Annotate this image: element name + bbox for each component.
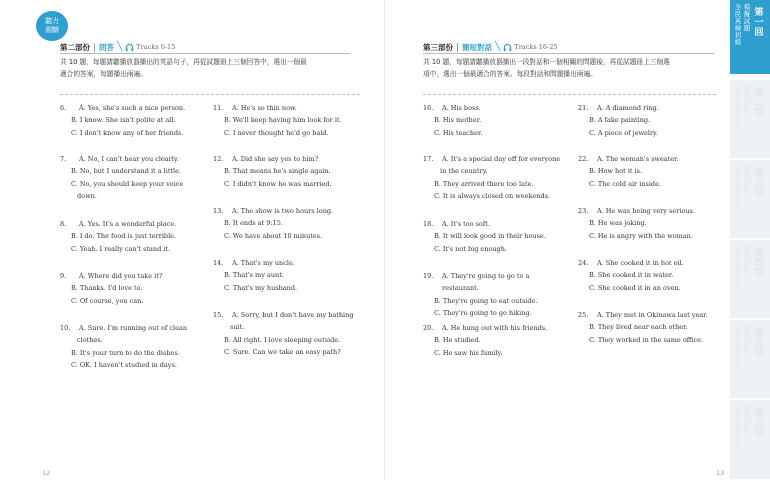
question-item (578, 257, 723, 294)
option-letter: B. (589, 323, 596, 332)
option-text: suit. (230, 323, 245, 332)
option-text: It ends at 9:15. (232, 219, 283, 228)
question-first-option (423, 102, 568, 114)
option-continuation (60, 190, 205, 202)
answer-option (60, 359, 205, 371)
question-item (423, 218, 568, 255)
question-item (60, 102, 205, 139)
headphones-icon (125, 43, 134, 52)
side-tab-round: 第三回 (754, 168, 764, 198)
option-text: They met in Okinawa last year. (605, 311, 708, 319)
option-text: That's my husband. (232, 283, 298, 292)
dashed-divider (423, 94, 716, 95)
option-letter: C. (434, 348, 441, 357)
option-text: clothes. (77, 336, 103, 345)
answer-option (423, 347, 568, 359)
side-tab[interactable] (730, 160, 770, 239)
option-text: It's not big enough. (442, 244, 507, 253)
option-text: in the country. (440, 167, 488, 176)
option-letter: A. (79, 155, 86, 163)
option-letter: C. (589, 231, 596, 240)
question-item (213, 102, 358, 139)
option-letter: A. (442, 220, 449, 228)
option-letter: C. (434, 309, 441, 318)
option-text: The cold air inside. (597, 179, 661, 188)
answer-option (423, 295, 568, 307)
answer-option (423, 127, 568, 139)
option-text: down. (77, 192, 97, 201)
option-letter: A. (79, 104, 86, 112)
question-first-option (213, 102, 358, 114)
question-item (423, 322, 568, 359)
answer-option (60, 178, 205, 190)
header-rule (423, 53, 715, 54)
question-number: 12. (213, 155, 224, 163)
question-number: 10. (60, 324, 71, 332)
question-item (578, 102, 723, 139)
answer-option (423, 334, 568, 346)
question-item (213, 153, 358, 190)
option-letter: B. (589, 116, 596, 125)
option-letter: B. (434, 336, 441, 345)
option-text: No, I can't hear you clearly. (87, 155, 179, 163)
tracks-label: Tracks 6-15 (136, 43, 176, 51)
question-item (60, 153, 205, 203)
option-text: A diamond ring. (605, 104, 659, 112)
side-tab-line1: 全民英檢初級 (734, 3, 742, 46)
question-item (578, 205, 723, 242)
option-letter: A. (597, 104, 604, 112)
answer-option (423, 190, 568, 202)
option-letter: B. (224, 219, 231, 228)
question-first-option (423, 153, 568, 165)
option-letter: C. (434, 192, 441, 201)
question-first-option (578, 205, 723, 217)
answer-option (213, 165, 358, 177)
option-letter: B. (589, 271, 596, 280)
question-number: 21. (578, 104, 589, 112)
option-letter: B. (589, 219, 596, 228)
side-tab-line2: 模擬試題 (743, 163, 751, 192)
option-letter: B. (71, 232, 78, 241)
question-first-option (578, 309, 723, 321)
instructions: 共 10 題，每題請聽播放器播出的英語句子，再從試題冊上三個回答中，選出一個最 適合的答案，每題播出兩遍。 (60, 58, 307, 78)
answer-option (213, 282, 358, 294)
answer-option (60, 282, 205, 294)
option-text: No, but I understand it a little. (79, 167, 182, 176)
answer-option (578, 269, 723, 281)
question-first-option (60, 270, 205, 282)
option-text: No, you should keep your voice (79, 179, 184, 188)
question-number: 6. (60, 104, 67, 112)
side-tab-line1: 全民英檢初級 (734, 163, 742, 206)
side-tab-line2: 模擬試題 (743, 3, 751, 32)
section-part-label: 第三部份 (423, 42, 453, 52)
option-text: It is always closed on weekends. (442, 192, 551, 201)
section-kind-label: 問答 (99, 42, 114, 52)
question-first-option (213, 153, 358, 165)
question-item (578, 153, 723, 190)
option-letter: B. (434, 116, 441, 125)
question-first-option (60, 322, 205, 334)
question-first-option (60, 102, 205, 114)
question-number: 17. (423, 155, 434, 163)
option-continuation (213, 321, 358, 333)
option-letter: C. (71, 179, 78, 188)
option-text: Sure. I'm running out of clean (87, 324, 188, 332)
option-text: A piece of jewelry. (597, 128, 658, 137)
side-tab-line2: 模擬試題 (743, 403, 751, 432)
answer-option (578, 230, 723, 242)
option-letter: A. (442, 272, 449, 280)
question-item (60, 322, 205, 372)
question-item (423, 153, 568, 203)
section-header-part2: 第二部份 問答 ╲ Tracks 6-15 (60, 42, 176, 52)
question-first-option (213, 257, 358, 269)
side-tab[interactable] (730, 400, 770, 480)
question-number: 19. (423, 272, 434, 280)
side-tab-round: 第五回 (754, 328, 764, 358)
question-number: 25. (578, 311, 589, 319)
question-number: 18. (423, 220, 434, 228)
page-spine (384, 0, 385, 480)
side-tab-round: 第四回 (754, 248, 764, 278)
question-first-option (423, 270, 568, 295)
answer-option (213, 334, 358, 346)
option-letter: B. (224, 335, 231, 344)
option-letter: C. (224, 231, 231, 240)
answer-option (60, 165, 205, 177)
option-text: They're going to go to a restaurant. (442, 272, 530, 293)
option-letter: A. (232, 207, 239, 215)
option-text: OK. I haven't studied in days. (79, 361, 177, 370)
option-letter: A. (79, 220, 86, 228)
option-letter: C. (434, 244, 441, 253)
tracks-label: Tracks 16-25 (514, 43, 558, 51)
option-text: A fake painting. (597, 116, 651, 125)
option-text: I do. The food is just terrible. (79, 232, 177, 241)
question-number: 7. (60, 155, 67, 163)
option-letter: A. (232, 155, 239, 163)
option-text: I didn't know he was married. (232, 179, 332, 188)
question-number: 24. (578, 259, 589, 267)
side-tab-line1: 全民英檢初級 (734, 83, 742, 126)
answer-option (60, 114, 205, 126)
option-text: His teacher. (442, 128, 483, 137)
question-first-option (423, 322, 568, 334)
option-text: Thanks. I'd love to. (79, 284, 143, 293)
option-letter: B. (434, 179, 441, 188)
option-letter: C. (589, 335, 596, 344)
option-letter: B. (434, 232, 441, 241)
option-text: That's my uncle. (240, 259, 295, 267)
option-letter: A. (597, 311, 604, 319)
section-part-label: 第二部份 (60, 42, 90, 52)
option-text: Where did you take it? (87, 272, 163, 280)
option-text: Of course, you can. (79, 296, 144, 305)
question-number: 13. (213, 207, 224, 215)
option-text: He was joking. (597, 219, 647, 228)
option-text: I never thought he'd go bald. (232, 128, 329, 137)
headphones-icon (503, 43, 512, 52)
option-text: He is angry with the woman. (597, 231, 693, 240)
option-text: It will look good in their house. (442, 232, 546, 241)
option-letter: A. (597, 259, 604, 267)
option-letter: C. (71, 244, 78, 253)
question-number: 15. (213, 311, 224, 319)
side-tab-line2: 模擬試題 (743, 243, 751, 272)
answer-option (423, 178, 568, 190)
page-number: 13 (716, 469, 725, 477)
option-letter: A. (232, 259, 239, 267)
question-number: 22. (578, 155, 589, 163)
question-item (213, 309, 358, 359)
option-letter: B. (71, 284, 78, 293)
question-first-option (60, 218, 205, 230)
option-letter: A. (597, 207, 604, 215)
option-text: She cooked it in an oven. (597, 283, 681, 292)
option-letter: C. (71, 296, 78, 305)
option-text: She cooked it in hot oil. (605, 259, 684, 267)
option-text: They worked in the same office. (597, 335, 704, 344)
question-number: 9. (60, 272, 67, 280)
option-text: He saw his family. (442, 348, 503, 357)
option-letter: B. (589, 167, 596, 176)
side-tab[interactable] (730, 80, 770, 159)
option-text: It's your turn to do the dishes. (79, 348, 180, 357)
option-text: They lived near each other. (597, 323, 688, 332)
question-number: 14. (213, 259, 224, 267)
option-letter: C. (71, 128, 78, 137)
option-text: I know. She isn't polite at all. (79, 116, 176, 125)
side-tab-round: 第二回 (754, 88, 764, 118)
option-letter: A. (79, 324, 86, 332)
option-text: It's a special day off for everyone (450, 155, 561, 163)
option-letter: A. (442, 104, 449, 112)
question-number: 8. (60, 220, 67, 228)
dashed-divider (60, 94, 360, 95)
answer-option (213, 114, 358, 126)
option-text: His mother. (442, 116, 482, 125)
question-first-option (213, 205, 358, 217)
answer-option (60, 243, 205, 255)
option-letter: C. (589, 128, 596, 137)
answer-option (213, 269, 358, 281)
option-text: They're going to go hiking. (442, 309, 532, 318)
answer-option (578, 165, 723, 177)
option-letter: A. (442, 324, 449, 332)
side-tab-round: 第一回 (754, 8, 764, 38)
answer-option (578, 282, 723, 294)
option-text: How hot it is. (597, 167, 643, 176)
side-tab[interactable] (730, 240, 770, 319)
answer-option (423, 114, 568, 126)
page-number: 12 (42, 469, 51, 477)
option-text: The woman's sweater. (605, 155, 679, 163)
question-first-option (213, 309, 358, 321)
option-text: He hung out with his friends. (450, 324, 548, 332)
option-text: Did she say yes to him? (240, 155, 319, 163)
answer-option (578, 334, 723, 346)
option-text: I don't know any of her friends. (79, 128, 184, 137)
option-letter: B. (71, 348, 78, 357)
question-item (213, 205, 358, 242)
question-number: 11. (213, 104, 224, 112)
question-first-option (578, 257, 723, 269)
option-letter: C. (224, 179, 231, 188)
section-header-part3: 第三部份 簡短對話 ╲ Tracks 16-25 (423, 42, 558, 52)
question-number: 16. (423, 104, 434, 112)
option-text: She cooked it in water. (597, 271, 674, 280)
side-tab-line2: 模擬試題 (743, 83, 751, 112)
option-text: We'll keep having him look for it. (232, 116, 342, 125)
option-text: All right. I love sleeping outside. (232, 335, 341, 344)
option-letter: A. (597, 155, 604, 163)
option-text: Sorry, but I don't have my bathing (240, 311, 354, 319)
option-letter: B. (71, 116, 78, 125)
question-item (578, 309, 723, 346)
option-text: Yeah. I really can't stand it. (79, 244, 171, 253)
side-tab-round: 第六回 (754, 408, 764, 438)
option-text: We have about 10 minutes. (232, 231, 323, 240)
option-text: It's too soft. (450, 220, 490, 228)
option-letter: C. (589, 179, 596, 188)
question-number: 23. (578, 207, 589, 215)
answer-option (578, 127, 723, 139)
option-text: Yes, she's such a nice person. (87, 104, 186, 112)
answer-option (578, 114, 723, 126)
option-letter: B. (71, 167, 78, 176)
answer-option (213, 230, 358, 242)
side-tab-line2: 模擬試題 (743, 323, 751, 352)
option-letter: C. (224, 348, 231, 357)
option-letter: A. (442, 155, 449, 163)
option-text: They arrived there too late. (442, 179, 534, 188)
option-continuation (60, 334, 205, 346)
answer-option (423, 243, 568, 255)
option-text: He studied. (442, 336, 481, 345)
answer-option (213, 217, 358, 229)
side-tab-active[interactable] (730, 0, 770, 75)
answer-option (213, 178, 358, 190)
question-first-option (578, 102, 723, 114)
option-letter: B. (224, 167, 231, 176)
option-continuation (423, 165, 568, 177)
option-letter: C. (224, 128, 231, 137)
question-item (60, 218, 205, 255)
answer-option (60, 347, 205, 359)
answer-option (423, 307, 568, 319)
option-text: The show is two hours long. (240, 207, 334, 215)
option-letter: A. (79, 272, 86, 280)
option-letter: A. (232, 311, 239, 319)
question-first-option (578, 153, 723, 165)
answer-option (60, 127, 205, 139)
answer-option (213, 127, 358, 139)
option-text: Yes. It's a wonderful place. (87, 220, 177, 228)
option-text: His boss. (450, 104, 481, 112)
side-tab[interactable] (730, 320, 770, 399)
option-letter: C. (71, 361, 78, 370)
answer-option (423, 230, 568, 242)
option-text: Sure. Can we take an easy path? (232, 348, 341, 357)
option-text: That means he's single again. (232, 167, 331, 176)
option-letter: A. (232, 104, 239, 112)
side-tab-line1: 全民英檢初級 (734, 243, 742, 286)
question-first-option (423, 218, 568, 230)
side-tab-line1: 全民英檢初級 (734, 403, 742, 446)
answer-option (578, 178, 723, 190)
question-first-option (60, 153, 205, 165)
option-text: He was being very serious. (605, 207, 695, 215)
option-text: That's my aunt. (232, 271, 284, 280)
listening-badge: 聽力 測驗 (36, 11, 68, 41)
option-letter: C. (589, 283, 596, 292)
question-number: 20. (423, 324, 434, 332)
question-item (423, 270, 568, 320)
option-letter: B. (224, 116, 231, 125)
option-letter: B. (224, 271, 231, 280)
answer-option (213, 346, 358, 358)
question-item (423, 102, 568, 139)
side-tab-line1: 全民英檢初級 (734, 323, 742, 366)
answer-option (60, 230, 205, 242)
question-item (213, 257, 358, 294)
answer-option (578, 321, 723, 333)
option-text: He's so thin now. (240, 104, 297, 112)
option-letter: B. (434, 296, 441, 305)
option-letter: C. (224, 283, 231, 292)
answer-option (578, 217, 723, 229)
answer-option (60, 295, 205, 307)
option-text: They're going to eat outside. (442, 296, 538, 305)
instructions: 共 10 題，每題請聽播放器播出一段對話和一個相關的問題後，再從試題冊上三個選 項中，選出一個最適合的答案。每段對話和問題播出兩遍。 (423, 58, 670, 78)
option-letter: C. (434, 128, 441, 137)
question-item (60, 270, 205, 307)
section-kind-label: 簡短對話 (462, 42, 492, 52)
header-rule (60, 53, 350, 54)
